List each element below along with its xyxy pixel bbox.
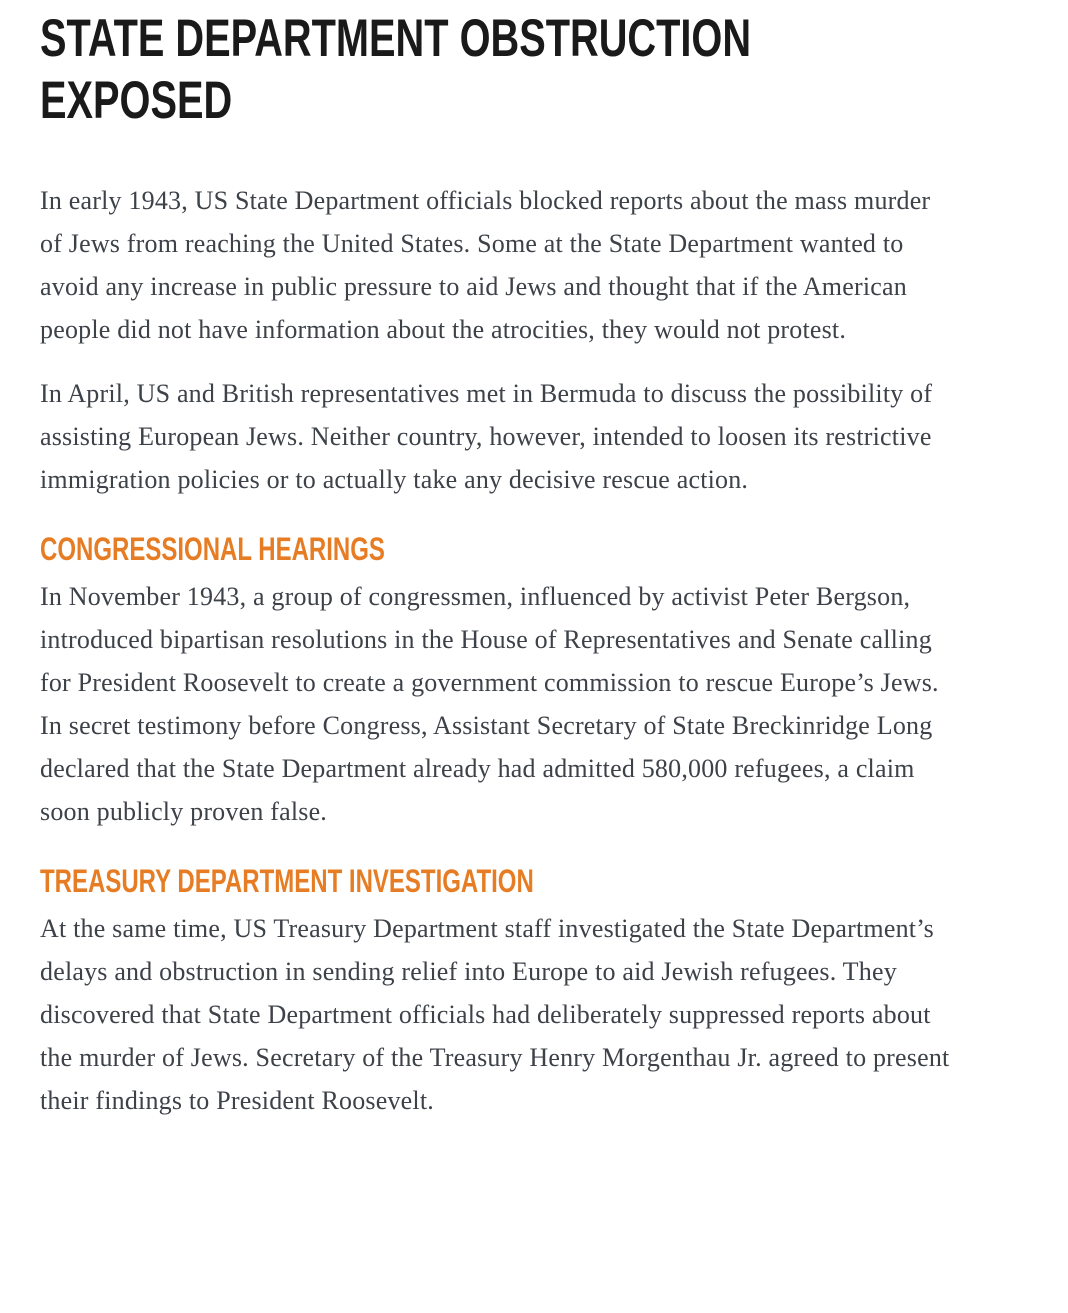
section-heading-congressional-hearings xyxy=(40,530,500,568)
intro-paragraph-2: In April, US and British representatives met in Bermuda to discuss the possibility of assisting European Jews. Neither country, however, intended to loosen its restrictive immigration policies or to actually take any decisive rescue action. xyxy=(40,379,933,494)
intro-paragraph-1: In early 1943, US State Department officials blocked reports about the mass murder of Jews from reaching the United States. Some at the State Department wanted to avoid any increase in public pressure to aid Jews and thought that if the American people did not have information about the atrocities, they would not protest. xyxy=(40,186,931,344)
section-heading-treasury-department-investigation-text: TREASURY DEPARTMENT INVESTIGATION xyxy=(40,863,534,899)
congressional-hearings-paragraph: In November 1943, a group of congressmen, influenced by activist Peter Bergson, introduced bipartisan resolutions in the House of Representatives and Senate calling for President Roosevelt to create a government commission to rescue Europe’s Jews. In secret testimony before Congress, Assistant Secretary of State Breckinridge Long declared that the State Department already had admitted 580,000 refugees, a claim soon publicly proven false. xyxy=(40,582,939,826)
treasury-investigation-paragraph: At the same time, US Treasury Department staff investigated the State Department’s delays and obstruction in sending relief into Europe to aid Jewish refugees. They discovered that State Department officials had deliberately suppressed reports about the murder of Jews. Secretary of the Treasury Henry Morgenthau Jr. agreed to present their findings to President Roosevelt. xyxy=(40,914,950,1115)
section-heading-treasury-department-investigation xyxy=(40,862,698,900)
page-title xyxy=(40,8,988,132)
page-title-text xyxy=(40,8,751,132)
section-heading-congressional-hearings-text: CONGRESSIONAL HEARINGS xyxy=(40,531,385,567)
page-title-line1: STATE DEPARTMENT OBSTRUCTION xyxy=(40,9,752,68)
page-title-line2: EXPOSED xyxy=(40,71,233,130)
